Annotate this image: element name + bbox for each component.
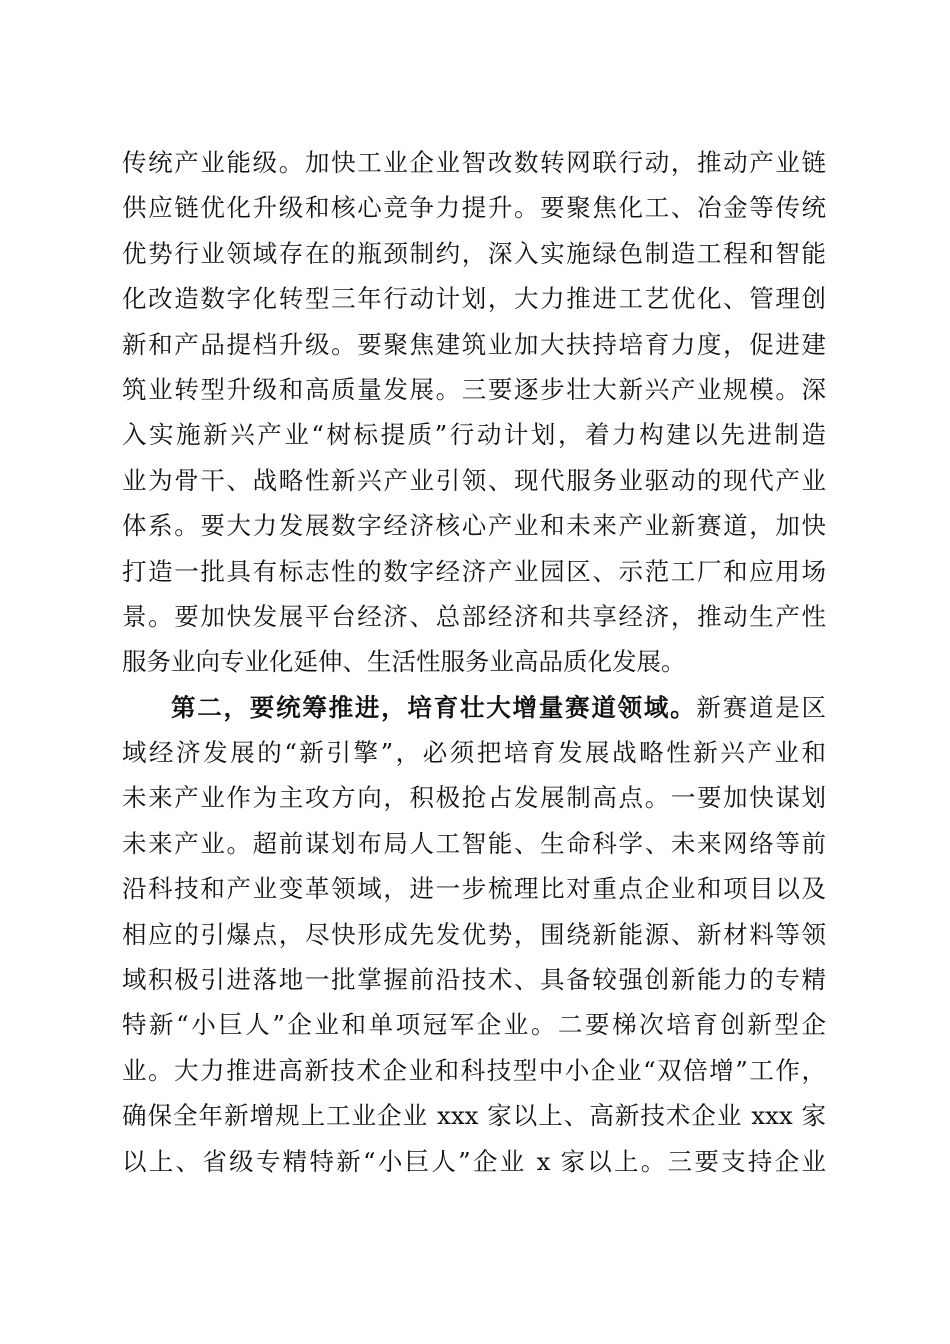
paragraph-line: 沿科技和产业变革领域，进一步梳理比对重点企业和项目以及	[122, 874, 826, 904]
paragraph-line: 特新“小巨人”企业和单项冠军企业。二要梯次培育创新型企	[122, 1010, 826, 1040]
paragraph-line: 筑业转型升级和高质量发展。三要逐步壮大新兴产业规模。深	[122, 374, 826, 404]
paragraph-line: 域经济发展的“新引擎”，必须把培育发展战略性新兴产业和	[122, 738, 826, 768]
paragraph-line: 确保全年新增规上工业企业 xxx 家以上、高新技术企业 xxx 家	[122, 1101, 826, 1131]
paragraph-line: 打造一批具有标志性的数字经济产业园区、示范工厂和应用场	[122, 556, 826, 586]
paragraph-line: 未来产业作为主攻方向，积极抢占发展制高点。一要加快谋划	[122, 783, 826, 813]
heading-continuation: 新赛道是区	[696, 692, 826, 722]
paragraph-line: 入实施新兴产业“树标提质”行动计划，着力构建以先进制造	[122, 420, 826, 450]
paragraph-line: 业。大力推进高新技术企业和科技型中小企业“双倍增”工作，	[122, 1055, 826, 1085]
paragraph-line: 服务业向专业化延伸、生活性服务业高品质化发展。	[122, 647, 686, 677]
paragraph-line: 传统产业能级。加快工业企业智改数转网联行动，推动产业链	[122, 148, 826, 177]
paragraph-line: 域积极引进落地一批掌握前沿技术、具备较强创新能力的专精	[122, 965, 826, 995]
paragraph-first-line	[122, 685, 826, 730]
section-heading: 第二，要统筹推进，培育壮大增量赛道领域。	[171, 692, 697, 722]
paragraph-line: 优势行业领域存在的瓶颈制约，深入实施绿色制造工程和智能	[122, 238, 826, 268]
paragraph-line: 相应的引爆点，尽快形成先发优势，围绕新能源、新材料等领	[122, 919, 826, 949]
paragraph-line: 景。要加快发展平台经济、总部经济和共享经济，推动生产性	[122, 601, 826, 631]
paragraph-traditional-industry	[122, 140, 826, 685]
paragraph-new-tracks	[122, 685, 826, 1184]
paragraph-line: 未来产业。超前谋划布局人工智能、生命科学、未来网络等前	[122, 828, 826, 858]
document-page	[122, 140, 826, 1184]
paragraph-line: 体系。要大力发展数字经济核心产业和未来产业新赛道，加快	[122, 511, 826, 541]
paragraph-line: 新和产品提档升级。要聚焦建筑业加大扶持培育力度，促进建	[122, 329, 826, 359]
paragraph-line: 化改造数字化转型三年行动计划，大力推进工艺优化、管理创	[122, 284, 826, 314]
paragraph-line: 供应链优化升级和核心竞争力提升。要聚焦化工、冶金等传统	[122, 193, 826, 223]
paragraph-line: 业为骨干、战略性新兴产业引领、现代服务业驱动的现代产业	[122, 465, 826, 495]
paragraph-line: 以上、省级专精特新“小巨人”企业 x 家以上。三要支持企业	[122, 1146, 826, 1176]
